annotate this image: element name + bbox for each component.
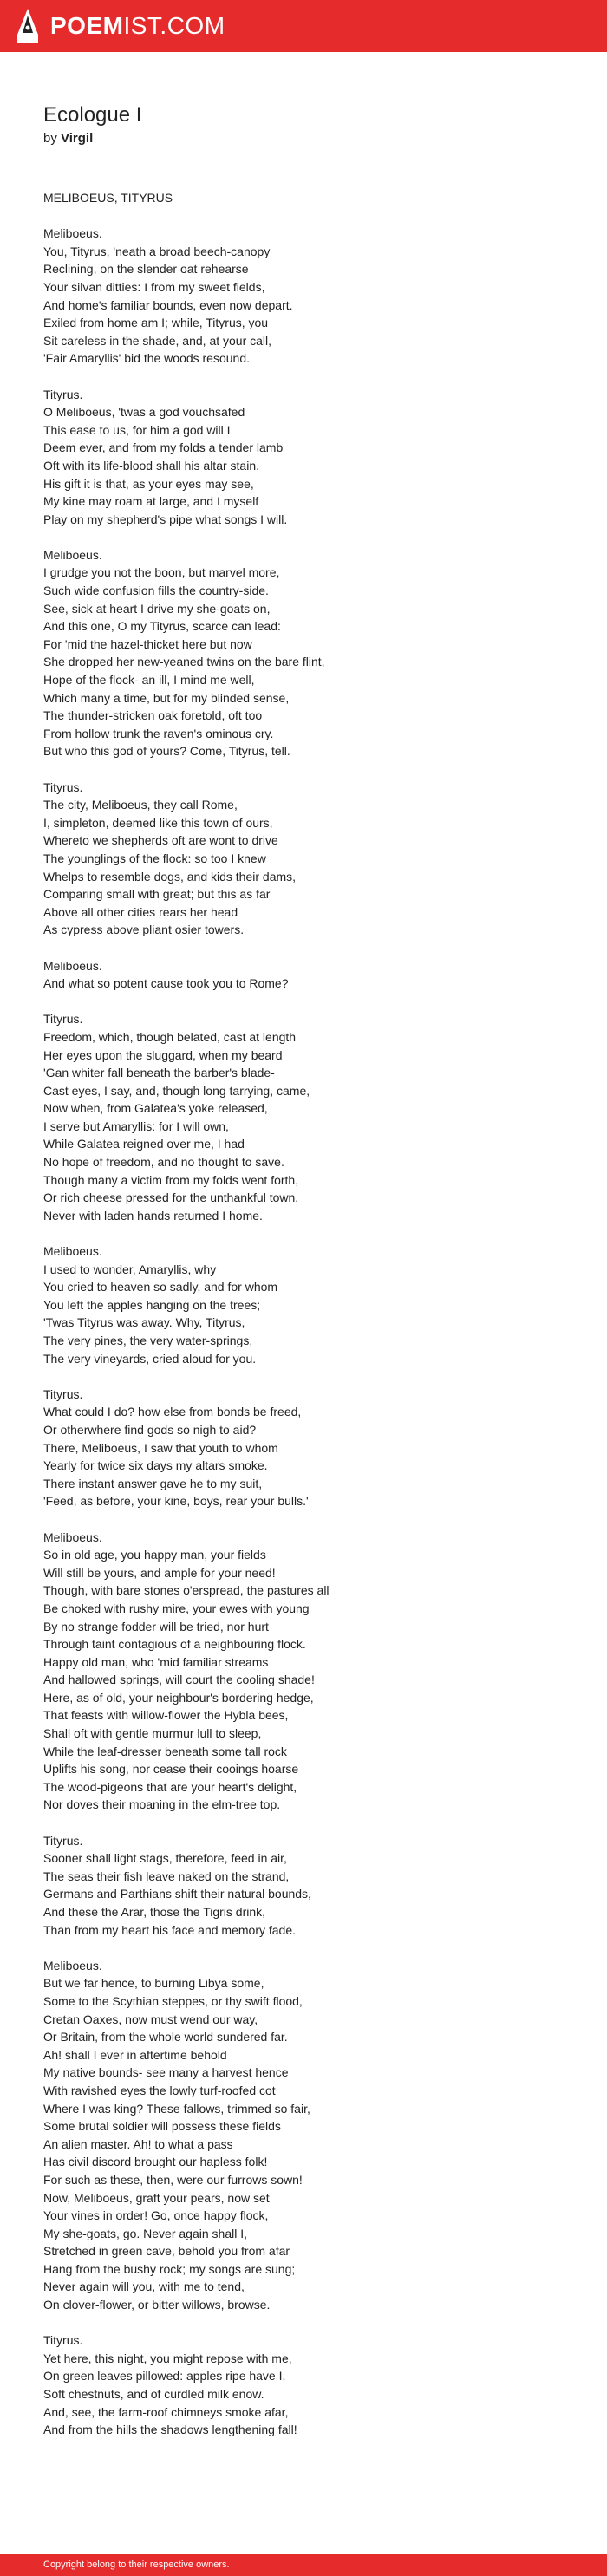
poem-stanza <box>43 1242 572 1367</box>
poem-line: Stretched in green cave, behold you from afar <box>43 2244 290 2259</box>
poem-content <box>43 102 572 2456</box>
copyright-text: Copyright belong to their respective owners. <box>43 2560 230 2570</box>
poem-stanza <box>43 1010 572 1224</box>
poem-line: Ah! shall I ever in aftertime behold <box>43 2047 227 2062</box>
poem-line: Whelps to resemble dogs, and kids their dams, <box>43 869 297 884</box>
poem-line: And hallowed springs, will court the cooling shade! <box>43 1673 315 1687</box>
poem-line: But we far hence, to burning Libya some, <box>43 1976 264 1991</box>
site-header <box>0 0 607 52</box>
poem-line: Hope of the flock- an ill, I mind me well, <box>43 673 255 688</box>
poem-line: This ease to us, for him a god will I <box>43 422 231 437</box>
poem-title: Ecologue I <box>43 103 142 127</box>
poem-line: So in old age, you happy man, your fields <box>43 1548 266 1562</box>
poem-line: And, see, the farm-roof chimneys smoke afar, <box>43 2404 289 2419</box>
poem-line: Meliboeus. <box>43 958 102 973</box>
poem-line: The very pines, the very water-springs, <box>43 1334 253 1347</box>
poem-line: By no strange fodder will be tried, nor hurt <box>43 1619 269 1634</box>
poem-line: No hope of freedom, and no thought to save. <box>43 1155 284 1170</box>
poem-stanza <box>43 546 572 760</box>
poem-line: Which many a time, but for my blinded sense, <box>43 690 290 705</box>
poem-line: 'Feed, as before, your kine, boys, rear your bulls.' <box>43 1494 309 1509</box>
poem-line: While Galatea reigned over me, I had <box>43 1137 245 1151</box>
poem-line: On green leaves pillowed: apples ripe have I, <box>43 2369 286 2384</box>
poem-line: What could I do? how else from bonds be freed, <box>43 1405 302 1419</box>
poem-line: Yet here, this night, you might repose with me, <box>43 2351 292 2365</box>
poem-line: Sooner shall light stags, therefore, feed in air, <box>43 1851 287 1866</box>
poem-line: Tityrus. <box>43 779 83 794</box>
poem-line: Freedom, which, though belated, cast at length <box>43 1029 297 1044</box>
poem-line: Such wide confusion fills the country-side. <box>43 584 269 598</box>
poem-byline <box>43 130 572 147</box>
poem-line: From hollow trunk the raven's ominous cry. <box>43 726 274 740</box>
poem-line: For such as these, then, were our furrows sown! <box>43 2172 303 2187</box>
poem-line: Where I was king? These fallows, trimmed so fair, <box>43 2101 310 2116</box>
poem-line: Has civil discord brought our hapless folk! <box>43 2155 268 2169</box>
poem-line: And home's familiar bounds, even now depart. <box>43 297 293 312</box>
poem-line: Now, Meliboeus, graft your pears, now set <box>43 2190 270 2205</box>
poem-line: Or rich cheese pressed for the unthankful town, <box>43 1190 299 1205</box>
poem-line: Oft with its life-blood shall his altar stain. <box>43 458 259 473</box>
poem-line: You cried to heaven so sadly, and for whom <box>43 1280 278 1295</box>
poem-line: That feasts with willow-flower the Hybla bees, <box>43 1708 289 1723</box>
poem-line: Soft chestnuts, and of curdled milk enow. <box>43 2387 264 2402</box>
poem-line: O Meliboeus, 'twas a god vouchsafed <box>43 405 245 420</box>
poem-line: I serve but Amaryllis: for I will own, <box>43 1118 229 1133</box>
poem-line: The thunder-stricken oak foretold, oft too <box>43 708 263 723</box>
author-link[interactable]: Virgil <box>61 131 94 146</box>
site-brand <box>50 9 225 43</box>
poem-stanza <box>43 957 572 993</box>
poem-line: See, sick at heart I drive my she-goats on, <box>43 601 271 616</box>
poem-line: The very vineyards, cried aloud for you. <box>43 1351 257 1366</box>
poem-stanza <box>43 225 572 368</box>
poem-stanza <box>43 386 572 529</box>
poem-line: Will still be yours, and ample for your need! <box>43 1565 276 1580</box>
poem-line: My native bounds- see many a harvest hence <box>43 2065 289 2080</box>
poem-line: Some to the Scythian steppes, or thy swift flood, <box>43 1993 303 2008</box>
poem-line: MELIBOEUS, TITYRUS <box>43 191 173 205</box>
poem-line: My she-goats, go. Never again shall I, <box>43 2226 248 2240</box>
poem-line: I used to wonder, Amaryllis, why <box>43 1262 217 1276</box>
poem-line: Happy old man, who 'mid familiar streams <box>43 1654 269 1669</box>
poem-line: Your silvan ditties: I from my sweet fields, <box>43 279 265 294</box>
poem-line: Tityrus. <box>43 2333 83 2348</box>
poem-line: Or otherwhere find gods so nigh to aid? <box>43 1422 257 1437</box>
poem-stanza <box>43 779 572 939</box>
poem-stanza <box>43 1832 572 1940</box>
poem-line: Though, with bare stones o'erspread, the pastures all <box>43 1583 330 1598</box>
poem-line: I grudge you not the boon, but marvel more, <box>43 565 280 580</box>
brand-light: IST.COM <box>123 12 225 39</box>
poem-stanza <box>43 1957 572 2314</box>
poem-line: 'Gan whiter fall beneath the barber's blade- <box>43 1066 275 1080</box>
poem-line: Be choked with rushy mire, your ewes with young <box>43 1601 310 1615</box>
poem-line: My kine may roam at large, and I myself <box>43 494 259 509</box>
poem-line: Cretan Oaxes, now must wend our way, <box>43 2012 258 2026</box>
poem-line: While the leaf-dresser beneath some tall rock <box>43 1744 287 1758</box>
poem-line: Whereto we shepherds oft are wont to drive <box>43 833 278 848</box>
by-label: by <box>43 131 57 146</box>
poem-line: For 'mid the hazel-thicket here but now <box>43 636 252 651</box>
poem-line: Tityrus. <box>43 1012 83 1027</box>
poem-line: 'Twas Tityrus was away. Why, Tityrus, <box>43 1315 245 1330</box>
poem-line: Meliboeus. <box>43 226 102 241</box>
poem-line: Exiled from home am I; while, Tityrus, you <box>43 316 269 330</box>
quill-pen-icon <box>16 9 40 43</box>
poem-line: Never again will you, with me to tend, <box>43 2279 245 2294</box>
poem-line: Or Britain, from the whole world sundered far. <box>43 2030 288 2044</box>
poem-line: Tityrus. <box>43 387 83 401</box>
poem-body <box>43 189 572 2439</box>
poem-line: Comparing small with great; but this as far <box>43 887 271 902</box>
poem-line: Tityrus. <box>43 1833 83 1848</box>
poem-line: And this one, O my Tityrus, scarce can lead: <box>43 619 281 634</box>
poem-stanza <box>43 2331 572 2439</box>
poem-line: 'Fair Amaryllis' bid the woods resound. <box>43 351 251 366</box>
poem-line: You, Tityrus, 'neath a broad beech-canopy <box>43 244 271 258</box>
poem-line: Meliboeus. <box>43 1244 102 1259</box>
poem-line: On clover-flower, or bitter willows, browse. <box>43 2298 271 2312</box>
poem-line: And from the hills the shadows lengthening fall! <box>43 2423 297 2437</box>
poem-line: Reclining, on the slender oat rehearse <box>43 262 249 277</box>
poem-line: With ravished eyes the lowly turf-roofed cot <box>43 2083 276 2097</box>
poem-line: Shall oft with gentle murmur lull to sleep, <box>43 1726 262 1741</box>
poem-line: Never with laden hands returned I home. <box>43 1208 263 1223</box>
poem-line: Through taint contagious of a neighbouring flock. <box>43 1637 306 1652</box>
poem-line: Some brutal soldier will possess these fields <box>43 2119 281 2134</box>
poem-line: Meliboeus. <box>43 547 102 562</box>
poem-line: His gift it is that, as your eyes may see, <box>43 476 254 491</box>
brand-bold: POEM <box>50 12 124 39</box>
poem-line: The city, Meliboeus, they call Rome, <box>43 798 238 812</box>
poem-line: She dropped her new-yeaned twins on the bare flint, <box>43 655 325 669</box>
poem-stanza <box>43 189 572 207</box>
poem-line: Above all other cities rears her head <box>43 904 238 919</box>
poem-line: Germans and Parthians shift their natural bounds, <box>43 1887 311 1901</box>
poem-line: Uplifts his song, nor cease their cooings hoarse <box>43 1762 299 1777</box>
poem-line: Nor doves their moaning in the elm-tree top. <box>43 1797 281 1812</box>
poem-line: As cypress above pliant osier towers. <box>43 923 245 937</box>
poem-line: There instant answer gave he to my suit, <box>43 1476 263 1490</box>
poem-line: Meliboeus. <box>43 1958 102 1973</box>
poem-line: And what so potent cause took you to Rome? <box>43 976 289 991</box>
poem-line: Hang from the bushy rock; my songs are sung; <box>43 2261 296 2276</box>
site-logo-link[interactable] <box>16 9 225 43</box>
poem-line: You left the apples hanging on the trees; <box>43 1297 261 1312</box>
poem-line: The younglings of the flock: so too I knew <box>43 851 266 865</box>
poem-line: Sit careless in the shade, and, at your call, <box>43 333 272 348</box>
poem-line: Now when, from Galatea's yoke released, <box>43 1101 268 1116</box>
poem-line: Her eyes upon the sluggard, when my beard <box>43 1047 283 1062</box>
poem-line: Play on my shepherd's pipe what songs I will. <box>43 512 288 526</box>
poem-line: And these the Arar, those the Tigris drink, <box>43 1905 266 1919</box>
poem-line: Tityrus. <box>43 1386 83 1401</box>
poem-line: An alien master. Ah! to what a pass <box>43 2136 233 2151</box>
site-footer <box>0 2554 607 2576</box>
poem-line: Here, as of old, your neighbour's bordering hedge, <box>43 1690 314 1705</box>
poem-line: The seas their fish leave naked on the strand, <box>43 1868 290 1883</box>
poem-stanza <box>43 1529 572 1815</box>
poem-line: Though many a victim from my folds went forth, <box>43 1172 299 1187</box>
poem-line: Meliboeus. <box>43 1529 102 1544</box>
poem-line: But who this god of yours? Come, Tityrus, tell. <box>43 744 290 759</box>
poem-line: Yearly for twice six days my altars smoke. <box>43 1458 268 1473</box>
poem-line: Your vines in order! Go, once happy flock, <box>43 2208 269 2223</box>
poem-line: The wood-pigeons that are your heart's delight, <box>43 1779 297 1794</box>
poem-line: Cast eyes, I say, and, though long tarrying, came, <box>43 1083 310 1098</box>
poem-line: I, simpleton, deemed like this town of ours, <box>43 815 273 830</box>
poem-line: Deem ever, and from my folds a tender lamb <box>43 440 284 455</box>
poem-stanza <box>43 1386 572 1510</box>
poem-line: There, Meliboeus, I saw that youth to whom <box>43 1440 278 1455</box>
poem-line: Than from my heart his face and memory fade. <box>43 1922 297 1937</box>
